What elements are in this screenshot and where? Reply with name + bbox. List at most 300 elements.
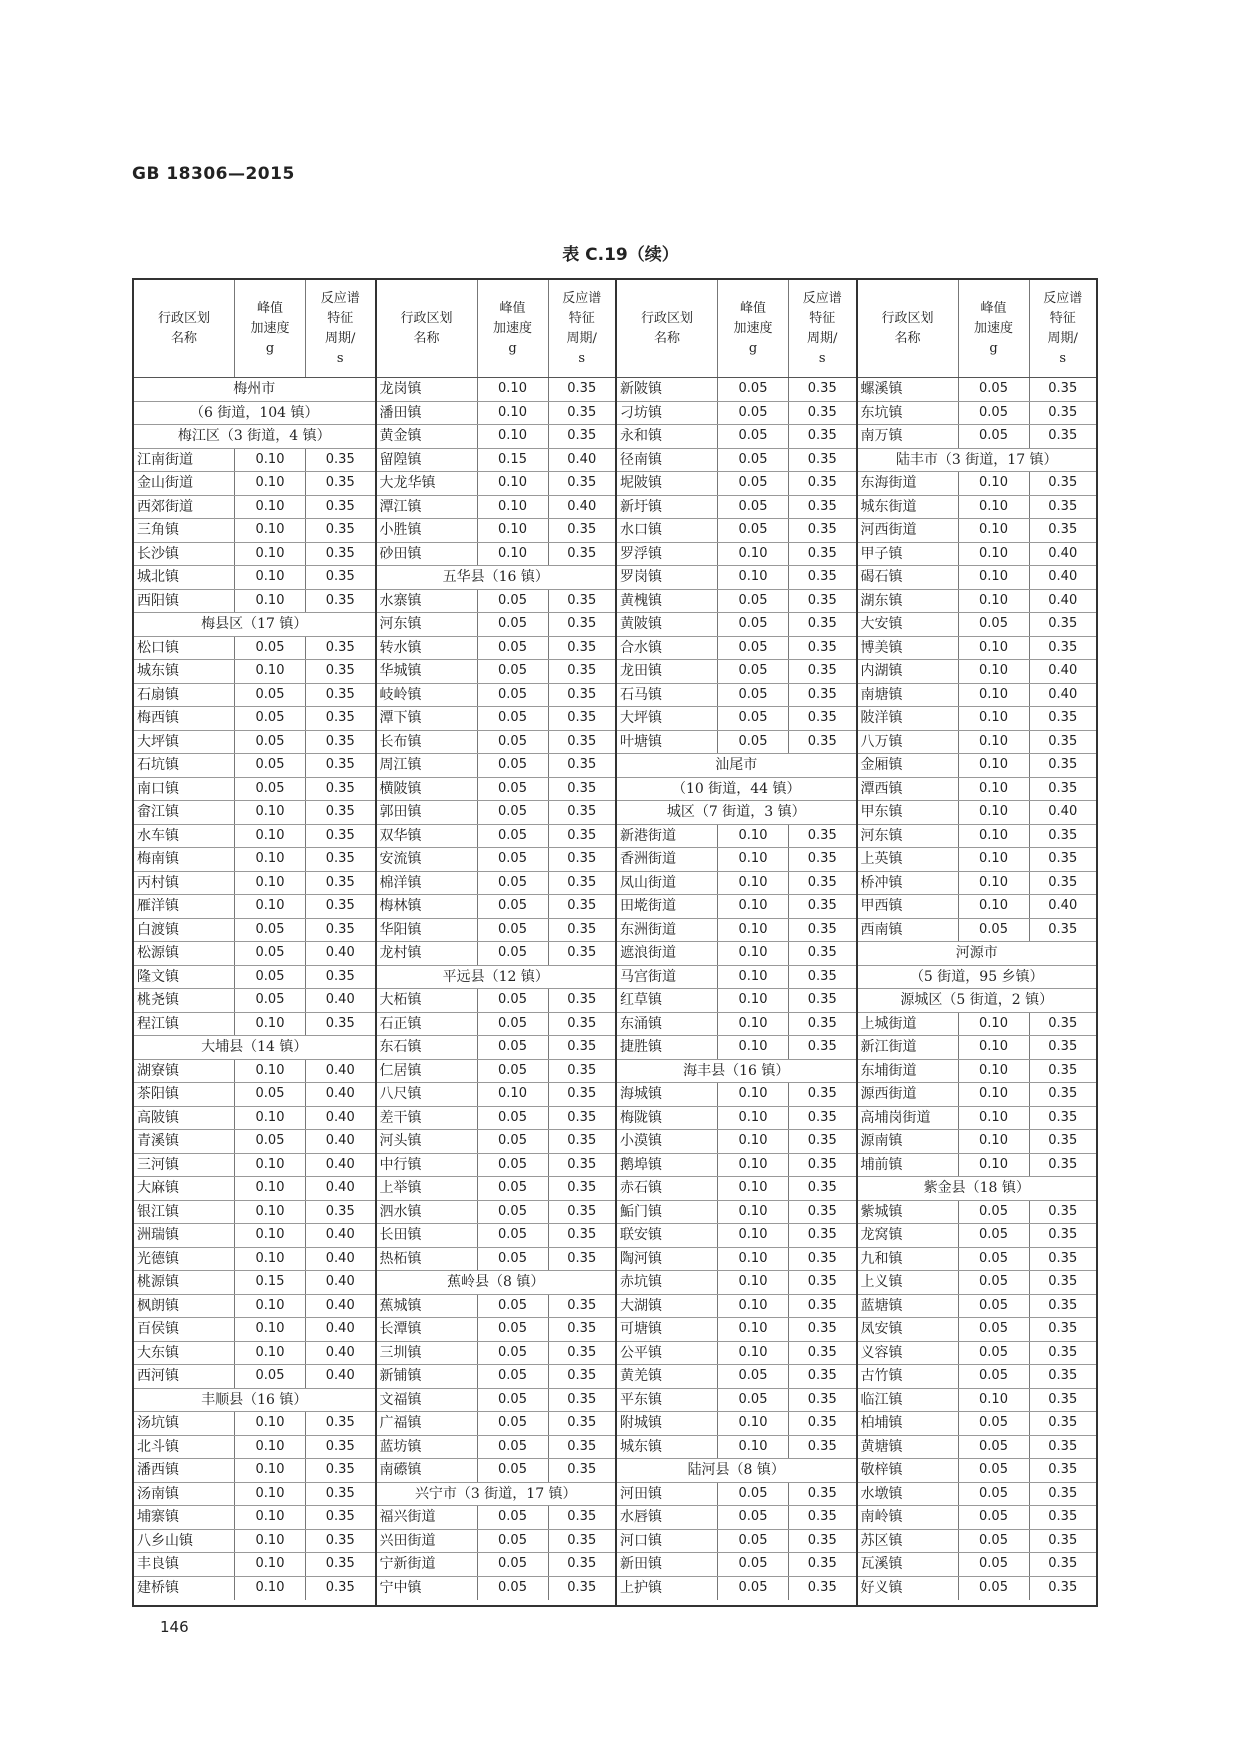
cell-name: 上义镇 <box>858 1271 959 1294</box>
cell-period: 0.35 <box>807 1438 837 1454</box>
cell-name: 高埔岗街道 <box>858 1107 959 1130</box>
cell-name: 建桥镇 <box>134 1577 235 1601</box>
cell-period: 0.40 <box>325 945 355 960</box>
cell-period: 0.35 <box>1048 381 1078 396</box>
table-header-row <box>377 280 616 378</box>
cell-pga: 0.10 <box>235 660 306 683</box>
cell-period: 0.35 <box>807 381 837 396</box>
table-row <box>134 731 375 755</box>
cell-pga: 0.10 <box>235 1013 306 1036</box>
cell-period: 0.35 <box>1048 1532 1078 1548</box>
cell-period: 0.35 <box>807 1415 837 1430</box>
table-body <box>617 378 856 1600</box>
cell-period: 0.35 <box>567 1227 597 1242</box>
cell-name: 埔寨镇 <box>134 1506 235 1529</box>
table-row <box>377 496 616 520</box>
cell-period: 0.35 <box>1048 1039 1078 1054</box>
cell-pga: 0.15 <box>478 449 549 472</box>
cell-period: 0.35 <box>567 1509 597 1524</box>
cell-name: 西南镇 <box>858 919 959 942</box>
cell-pga: 0.10 <box>959 707 1030 730</box>
cell-pga: 0.10 <box>235 1318 306 1341</box>
group-header-label: 河源市 <box>955 945 998 961</box>
cell-period: 0.40 <box>325 1227 355 1242</box>
group-header-label: 大埔县（14 镇） <box>201 1039 308 1055</box>
table-row <box>134 519 375 543</box>
cell-name: 敬梓镇 <box>858 1459 959 1482</box>
cell-pga: 0.05 <box>959 1248 1030 1271</box>
cell-period: 0.40 <box>325 1133 355 1148</box>
cell-period: 0.35 <box>807 1579 837 1595</box>
cell-period: 0.35 <box>567 1344 597 1360</box>
cell-period: 0.35 <box>325 1415 355 1430</box>
cell-pga: 0.05 <box>478 754 549 777</box>
cell-pga: 0.05 <box>959 378 1030 401</box>
cell-pga: 0.10 <box>235 1506 306 1529</box>
cell-name: 径南镇 <box>617 449 718 472</box>
table-row <box>134 1060 375 1084</box>
cell-name: 大安镇 <box>858 613 959 636</box>
table-row <box>134 1553 375 1577</box>
cell-pga: 0.05 <box>478 1295 549 1318</box>
cell-period: 0.35 <box>567 686 597 702</box>
cell-name: 陶河镇 <box>617 1248 718 1271</box>
cell-pga: 0.05 <box>959 1577 1030 1601</box>
cell-pga: 0.05 <box>478 1130 549 1153</box>
group-header-label: 兴宁市（3 街道，17 镇） <box>414 1485 577 1502</box>
cell-pga: 0.05 <box>235 637 306 660</box>
cell-pga: 0.05 <box>478 1107 549 1130</box>
cell-pga: 0.10 <box>235 449 306 472</box>
cell-pga: 0.05 <box>235 942 306 965</box>
table-row <box>858 378 1097 402</box>
table-row <box>377 1412 616 1436</box>
cell-period: 0.35 <box>567 1109 597 1125</box>
cell-period: 0.35 <box>1048 1321 1078 1336</box>
table-column-block-1 <box>134 280 375 1605</box>
table-row <box>134 825 375 849</box>
cell-period: 0.35 <box>567 874 597 890</box>
cell-period: 0.35 <box>807 616 837 631</box>
table-row <box>617 1130 856 1154</box>
group-header-label: 陆丰市（3 街道，17 镇） <box>895 451 1058 468</box>
cell-name: 碣石镇 <box>858 566 959 589</box>
table-row <box>377 1389 616 1413</box>
cell-period: 0.35 <box>807 733 837 749</box>
cell-pga: 0.05 <box>718 496 789 519</box>
table-row <box>134 1013 375 1037</box>
cell-period: 0.35 <box>325 827 355 843</box>
cell-period: 0.35 <box>567 1368 597 1383</box>
table-row <box>858 1201 1097 1225</box>
table-row <box>134 660 375 684</box>
table-row <box>134 1224 375 1248</box>
table-row <box>377 472 616 496</box>
cell-name: 江南街道 <box>134 449 235 472</box>
cell-pga: 0.10 <box>235 895 306 918</box>
table-row <box>377 1060 616 1084</box>
cell-name: 新田镇 <box>617 1553 718 1576</box>
table-row <box>134 1271 375 1295</box>
cell-name: 平东镇 <box>617 1389 718 1412</box>
cell-pga: 0.05 <box>959 1506 1030 1529</box>
table-row <box>377 825 616 849</box>
table-row <box>377 402 616 426</box>
table-row <box>858 496 1097 520</box>
cell-pga: 0.05 <box>718 1365 789 1388</box>
table-row <box>617 707 856 731</box>
header-name: 行政区划 名称 <box>617 280 718 377</box>
cell-name: 大柘镇 <box>377 989 478 1012</box>
cell-pga: 0.10 <box>235 1577 306 1601</box>
cell-period: 0.40 <box>1048 686 1078 702</box>
cell-pga: 0.10 <box>959 472 1030 495</box>
cell-period: 0.35 <box>567 475 597 490</box>
cell-period: 0.35 <box>567 592 597 608</box>
cell-period: 0.35 <box>567 992 597 1007</box>
table-row <box>617 1295 856 1319</box>
cell-period: 0.40 <box>325 1368 355 1383</box>
cell-pga: 0.05 <box>959 1483 1030 1506</box>
cell-pga: 0.05 <box>478 684 549 707</box>
table-row <box>858 660 1097 684</box>
table-row <box>858 1530 1097 1554</box>
table-caption: 表 C.19（续） <box>562 245 679 265</box>
table-row <box>377 1013 616 1037</box>
cell-name: 紫城镇 <box>858 1201 959 1224</box>
cell-name: 银江镇 <box>134 1201 235 1224</box>
cell-period: 0.35 <box>807 1109 837 1125</box>
cell-pga: 0.10 <box>478 543 549 566</box>
cell-name: 湖东镇 <box>858 590 959 613</box>
cell-pga: 0.05 <box>478 872 549 895</box>
cell-period: 0.35 <box>1048 757 1078 772</box>
table-row <box>377 1436 616 1460</box>
table-row <box>377 613 616 637</box>
cell-name: 茶阳镇 <box>134 1083 235 1106</box>
cell-pga: 0.05 <box>959 1459 1030 1482</box>
cell-name: 周江镇 <box>377 754 478 777</box>
cell-pga: 0.05 <box>235 919 306 942</box>
cell-name: 临江镇 <box>858 1389 959 1412</box>
cell-name: 城北镇 <box>134 566 235 589</box>
cell-period: 0.40 <box>1048 898 1078 913</box>
cell-pga: 0.15 <box>235 1271 306 1294</box>
cell-pga: 0.05 <box>478 1177 549 1200</box>
cell-period: 0.35 <box>325 1438 355 1454</box>
cell-period: 0.35 <box>325 569 355 584</box>
cell-pga: 0.10 <box>235 590 306 613</box>
cell-pga: 0.10 <box>959 519 1030 542</box>
cell-pga: 0.05 <box>718 425 789 448</box>
table-row <box>617 1365 856 1389</box>
table-row <box>858 1365 1097 1389</box>
group-header-row <box>134 425 375 449</box>
cell-pga: 0.05 <box>718 637 789 660</box>
table-row <box>134 1318 375 1342</box>
cell-period: 0.35 <box>1048 1438 1078 1454</box>
header-period: 反应谱 特征 周期/ s <box>802 290 842 366</box>
cell-period: 0.35 <box>807 1509 837 1524</box>
cell-name: 河西街道 <box>858 519 959 542</box>
cell-period: 0.35 <box>567 804 597 819</box>
cell-name: 长潭镇 <box>377 1318 478 1341</box>
table-row <box>617 1412 856 1436</box>
cell-period: 0.35 <box>1048 404 1078 420</box>
cell-pga: 0.10 <box>718 566 789 589</box>
cell-name: 大东镇 <box>134 1342 235 1365</box>
group-header-row <box>858 989 1097 1013</box>
table-row <box>134 1154 375 1178</box>
header-period: 反应谱 特征 周期/ s <box>320 290 360 366</box>
table-row <box>134 1107 375 1131</box>
cell-name: 宁中镇 <box>377 1577 478 1601</box>
cell-pga: 0.10 <box>718 1318 789 1341</box>
table-row <box>377 778 616 802</box>
cell-period: 0.35 <box>567 404 597 420</box>
cell-pga: 0.05 <box>478 660 549 683</box>
cell-pga: 0.05 <box>478 1436 549 1459</box>
cell-name: 黄槐镇 <box>617 590 718 613</box>
cell-name: 甲西镇 <box>858 895 959 918</box>
table-row <box>377 1224 616 1248</box>
table-row <box>377 660 616 684</box>
table-row <box>377 731 616 755</box>
cell-period: 0.35 <box>325 686 355 702</box>
cell-pga: 0.10 <box>235 566 306 589</box>
cell-name: 南万镇 <box>858 425 959 448</box>
table-row <box>377 1177 616 1201</box>
table-row <box>858 1060 1097 1084</box>
group-header-label: 紫金县（18 镇） <box>923 1180 1030 1196</box>
cell-period: 0.35 <box>807 968 837 984</box>
cell-name: 小胜镇 <box>377 519 478 542</box>
table-row <box>617 1483 856 1507</box>
cell-period: 0.35 <box>325 592 355 608</box>
cell-period: 0.35 <box>807 992 837 1007</box>
cell-pga: 0.10 <box>959 872 1030 895</box>
cell-name: 梅林镇 <box>377 895 478 918</box>
cell-pga: 0.10 <box>235 1177 306 1200</box>
cell-name: 桃尧镇 <box>134 989 235 1012</box>
cell-name: 松源镇 <box>134 942 235 965</box>
table-header-row <box>858 280 1097 378</box>
table-body <box>858 378 1097 1600</box>
cell-period: 0.35 <box>807 1344 837 1360</box>
cell-pga: 0.05 <box>478 919 549 942</box>
cell-pga: 0.10 <box>959 1013 1030 1036</box>
group-header-label: 城区（7 街道，3 镇） <box>666 804 806 820</box>
table-row <box>134 707 375 731</box>
cell-pga: 0.10 <box>478 425 549 448</box>
cell-pga: 0.05 <box>718 449 789 472</box>
cell-name: 博美镇 <box>858 637 959 660</box>
cell-pga: 0.05 <box>478 1318 549 1341</box>
cell-name: 潭西镇 <box>858 778 959 801</box>
cell-name: 罗浮镇 <box>617 543 718 566</box>
cell-period: 0.40 <box>325 1156 355 1172</box>
table-row <box>858 919 1097 943</box>
cell-name: 丙村镇 <box>134 872 235 895</box>
cell-pga: 0.05 <box>718 660 789 683</box>
table-row <box>858 1083 1097 1107</box>
table-row <box>134 637 375 661</box>
cell-name: 海城镇 <box>617 1083 718 1106</box>
cell-period: 0.35 <box>807 945 837 960</box>
group-header-label: 丰顺县（16 镇） <box>201 1391 308 1408</box>
cell-period: 0.35 <box>325 898 355 913</box>
table-row <box>617 1530 856 1554</box>
table-row <box>858 872 1097 896</box>
cell-period: 0.35 <box>325 851 355 866</box>
cell-pga: 0.05 <box>959 1530 1030 1553</box>
cell-period: 0.35 <box>807 592 837 608</box>
table-row <box>617 660 856 684</box>
cell-pga: 0.10 <box>718 895 789 918</box>
cell-period: 0.35 <box>1048 733 1078 749</box>
cell-name: 洲瑞镇 <box>134 1224 235 1247</box>
table-row <box>858 778 1097 802</box>
cell-name: 湖寮镇 <box>134 1060 235 1083</box>
table-header-row <box>134 280 375 378</box>
cell-pga: 0.10 <box>718 825 789 848</box>
cell-pga: 0.05 <box>718 1530 789 1553</box>
table-row <box>617 613 856 637</box>
group-header-row <box>617 778 856 802</box>
table-row <box>858 1389 1097 1413</box>
cell-pga: 0.05 <box>959 1318 1030 1341</box>
cell-period: 0.35 <box>567 827 597 843</box>
header-period: 反应谱 特征 周期/ s <box>562 290 602 366</box>
cell-pga: 0.10 <box>959 1154 1030 1177</box>
cell-period: 0.35 <box>807 827 837 843</box>
cell-pga: 0.10 <box>235 1459 306 1482</box>
cell-period: 0.35 <box>1048 1297 1078 1313</box>
cell-period: 0.35 <box>807 1485 837 1501</box>
table-row <box>858 637 1097 661</box>
table-row <box>377 684 616 708</box>
cell-name: 凤安镇 <box>858 1318 959 1341</box>
cell-pga: 0.05 <box>959 425 1030 448</box>
cell-name: 城东镇 <box>134 660 235 683</box>
group-header-row <box>134 378 375 402</box>
cell-pga: 0.10 <box>959 1389 1030 1412</box>
table-row <box>134 1130 375 1154</box>
cell-pga: 0.05 <box>718 378 789 401</box>
cell-name: 南岭镇 <box>858 1506 959 1529</box>
table-row <box>134 1177 375 1201</box>
cell-pga: 0.05 <box>235 684 306 707</box>
cell-period: 0.35 <box>325 1509 355 1524</box>
group-header-label: （10 街道，44 镇） <box>671 780 801 797</box>
cell-period: 0.40 <box>1048 663 1078 678</box>
table-row <box>617 872 856 896</box>
group-header-label: （6 街道，104 镇） <box>189 404 319 421</box>
table-row <box>377 449 616 473</box>
cell-pga: 0.05 <box>718 590 789 613</box>
cell-pga: 0.10 <box>959 566 1030 589</box>
cell-name: 汤坑镇 <box>134 1412 235 1435</box>
cell-period: 0.35 <box>807 686 837 702</box>
cell-period: 0.40 <box>325 1321 355 1336</box>
cell-period: 0.35 <box>567 1015 597 1031</box>
cell-name: 北斗镇 <box>134 1436 235 1459</box>
table-row <box>617 966 856 990</box>
cell-name: 枫朗镇 <box>134 1295 235 1318</box>
cell-pga: 0.10 <box>235 1154 306 1177</box>
cell-pga: 0.10 <box>959 825 1030 848</box>
cell-name: 八尺镇 <box>377 1083 478 1106</box>
cell-period: 0.35 <box>1048 1556 1078 1571</box>
table-row <box>858 1459 1097 1483</box>
group-header-label: （5 街道，95 乡镇） <box>909 968 1044 985</box>
table-row <box>617 989 856 1013</box>
cell-pga: 0.10 <box>718 1130 789 1153</box>
cell-name: 东涌镇 <box>617 1013 718 1036</box>
cell-period: 0.35 <box>807 1015 837 1031</box>
cell-period: 0.35 <box>567 1297 597 1313</box>
cell-name: 棉洋镇 <box>377 872 478 895</box>
cell-pga: 0.05 <box>478 590 549 613</box>
cell-name: 转水镇 <box>377 637 478 660</box>
cell-period: 0.35 <box>1048 1015 1078 1031</box>
cell-pga: 0.10 <box>478 472 549 495</box>
table-row <box>377 754 616 778</box>
table-row <box>858 1342 1097 1366</box>
table-row <box>858 848 1097 872</box>
cell-name: 九和镇 <box>858 1248 959 1271</box>
cell-pga: 0.10 <box>959 1130 1030 1153</box>
cell-pga: 0.05 <box>478 778 549 801</box>
cell-pga: 0.05 <box>478 1342 549 1365</box>
cell-period: 0.35 <box>1048 827 1078 843</box>
cell-pga: 0.10 <box>718 1201 789 1224</box>
table-row <box>617 543 856 567</box>
table-row <box>617 1036 856 1060</box>
cell-pga: 0.10 <box>959 754 1030 777</box>
table-row <box>377 1083 616 1107</box>
cell-name: 白渡镇 <box>134 919 235 942</box>
cell-name: 水墩镇 <box>858 1483 959 1506</box>
group-header-row <box>617 801 856 825</box>
table-row <box>134 1248 375 1272</box>
table-row <box>858 566 1097 590</box>
cell-pga: 0.10 <box>718 1412 789 1435</box>
cell-name: 三河镇 <box>134 1154 235 1177</box>
table-row <box>617 1506 856 1530</box>
cell-period: 0.35 <box>807 898 837 913</box>
cell-period: 0.35 <box>567 1250 597 1266</box>
group-header-label: 汕尾市 <box>715 757 758 773</box>
group-header-label: 五华县（16 镇） <box>442 569 549 585</box>
cell-period: 0.35 <box>1048 1344 1078 1360</box>
cell-name: 城东街道 <box>858 496 959 519</box>
cell-name: 黄塘镇 <box>858 1436 959 1459</box>
table-row <box>134 919 375 943</box>
cell-name: 公平镇 <box>617 1342 718 1365</box>
cell-name: 畲江镇 <box>134 801 235 824</box>
cell-pga: 0.05 <box>718 1389 789 1412</box>
cell-pga: 0.05 <box>235 754 306 777</box>
table-row <box>377 425 616 449</box>
cell-period: 0.40 <box>1048 592 1078 608</box>
table-row <box>617 378 856 402</box>
cell-name: 西阳镇 <box>134 590 235 613</box>
cell-pga: 0.10 <box>959 496 1030 519</box>
cell-pga: 0.05 <box>235 989 306 1012</box>
cell-period: 0.35 <box>567 1039 597 1054</box>
cell-pga: 0.10 <box>718 1083 789 1106</box>
